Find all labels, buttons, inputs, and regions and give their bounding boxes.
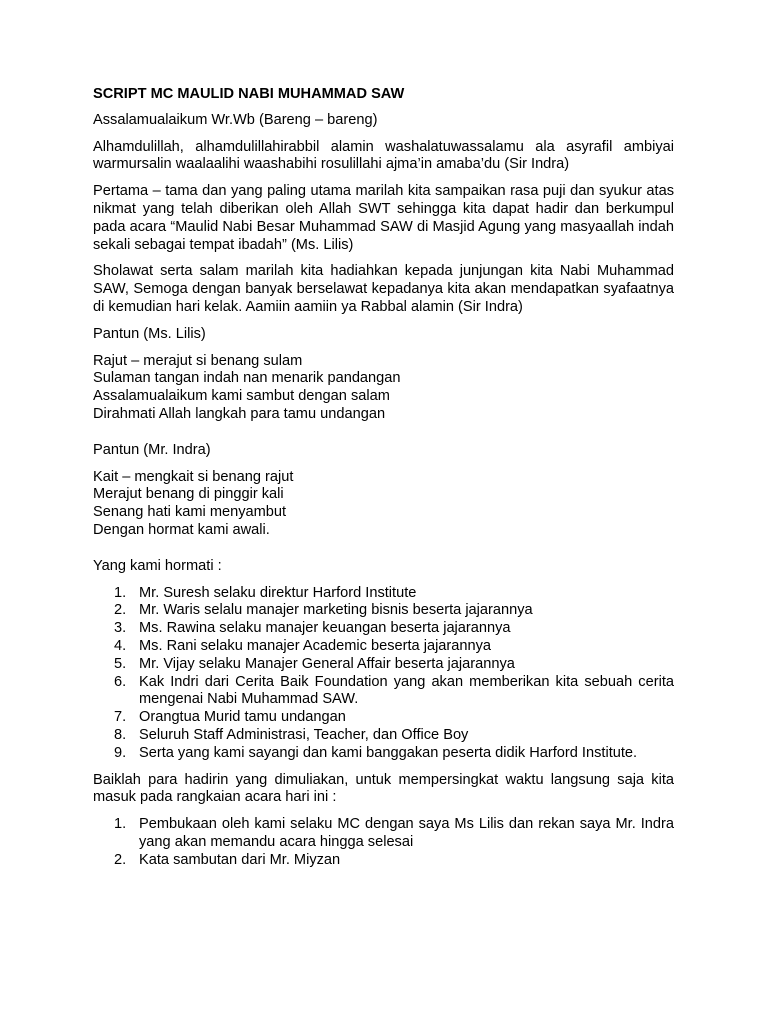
greeting: Assalamualaikum Wr.Wb (Bareng – bareng): [93, 111, 378, 128]
list-item-text: Seluruh Staff Administrasi, Teacher, dan Office Boy: [139, 726, 469, 743]
pantun-line: Rajut – merajut si benang sulam: [93, 352, 303, 369]
pantun-line: Sulaman tangan indah nan menarik pandangan: [93, 370, 401, 387]
pantun-line: Dengan hormat kami awali.: [93, 521, 270, 538]
list-number: 3.: [114, 620, 127, 637]
pantun-1: [93, 353, 674, 424]
list-item: [93, 674, 674, 710]
list-item-text: Kata sambutan dari Mr. Miyzan: [139, 851, 341, 868]
list-item-text: Mr. Waris selalu manajer marketing bisnis beserta jajarannya: [139, 602, 533, 619]
list-number: 2.: [114, 851, 127, 868]
list-number: 5.: [114, 655, 127, 672]
paragraph-sholawat: Sholawat serta salam marilah kita hadiahkan kepada junjungan kita Nabi Muhammad SAW, Semoga dengan banyak berselawat kepadanya kita akan mendapatkan syafaatnya di kemudian hari kelak. Aamiin aamiin ya Rabbal alamin (Sir Indra): [93, 263, 674, 315]
list-item-text: Pembukaan oleh kami selaku MC dengan saya Ms Lilis dan rekan saya Mr. Indra yang akan memandu acara hingga selesai: [139, 816, 674, 850]
list-item-text: Serta yang kami sayangi dan kami banggakan peserta didik Harford Institute.: [139, 744, 638, 761]
pantun-2-heading: Pantun (Mr. Indra): [93, 441, 211, 458]
pantun-line: Kait – mengkait si benang rajut: [93, 468, 294, 485]
paragraph-opening: Alhamdulillah, alhamdulillahirabbil alamin washalatuwassalamu ala asyrafil ambiyai warmursalin waalaalihi waashabihi rosulillahi ajma’in amaba’du (Sir Indra): [93, 138, 674, 173]
list-item-text: Mr. Vijay selaku Manajer General Affair beserta jajarannya: [139, 655, 515, 672]
list-number: 7.: [114, 709, 127, 726]
honored-guests-list: [93, 585, 674, 763]
list-item: [93, 602, 674, 620]
pantun-1-heading: Pantun (Ms. Lilis): [93, 325, 206, 342]
list-number: 1.: [114, 816, 127, 833]
pantun-2: [93, 469, 674, 540]
agenda-intro: Baiklah para hadirin yang dimuliakan, untuk mempersingkat waktu langsung saja kita masuk pada rangkaian acara hari ini :: [93, 771, 674, 806]
document-body: [93, 86, 674, 878]
list-item: [93, 656, 674, 674]
list-item: [93, 852, 674, 870]
list-item: [93, 709, 674, 727]
document-title: SCRIPT MC MAULID NABI MUHAMMAD SAW: [93, 86, 405, 102]
list-number: 8.: [114, 726, 127, 743]
honored-intro: Yang kami hormati :: [93, 557, 222, 574]
list-item-text: Mr. Suresh selaku direktur Harford Institute: [139, 584, 417, 601]
list-number: 2.: [114, 602, 127, 619]
list-number: 1.: [114, 584, 127, 601]
list-item-text: Ms. Rani selaku manajer Academic beserta jajarannya: [139, 637, 492, 654]
list-item-text: Kak Indri dari Cerita Baik Foundation yang akan memberikan kita sebuah cerita mengenai Nabi Muhammad SAW.: [139, 673, 674, 708]
paragraph-gratitude: Pertama – tama dan yang paling utama marilah kita sampaikan rasa puji dan syukur atas nikmat yang telah diberikan oleh Allah SWT sehingga kita dapat hadir dan berkumpul pada acara “Maulid Nabi Besar Muhammad SAW di Masjid Agung yang masyaallah indah sekali sebagai tempat ibadah” (Ms. Lilis): [93, 183, 674, 253]
list-item-text: Orangtua Murid tamu undangan: [139, 709, 346, 726]
agenda-list: [93, 816, 674, 869]
list-number: 6.: [114, 673, 127, 690]
list-item: [93, 816, 674, 852]
list-item: [93, 638, 674, 656]
list-item: [93, 620, 674, 638]
list-number: 9.: [114, 744, 127, 761]
list-item: [93, 585, 674, 603]
list-item: [93, 727, 674, 745]
list-item-text: Ms. Rawina selaku manajer keuangan beserta jajarannya: [139, 620, 511, 637]
pantun-line: Assalamualaikum kami sambut dengan salam: [93, 388, 390, 405]
pantun-line: Dirahmati Allah langkah para tamu undangan: [93, 405, 386, 422]
list-item: [93, 745, 674, 763]
list-number: 4.: [114, 637, 127, 654]
pantun-line: Senang hati kami menyambut: [93, 504, 287, 521]
pantun-line: Merajut benang di pinggir kali: [93, 486, 284, 503]
